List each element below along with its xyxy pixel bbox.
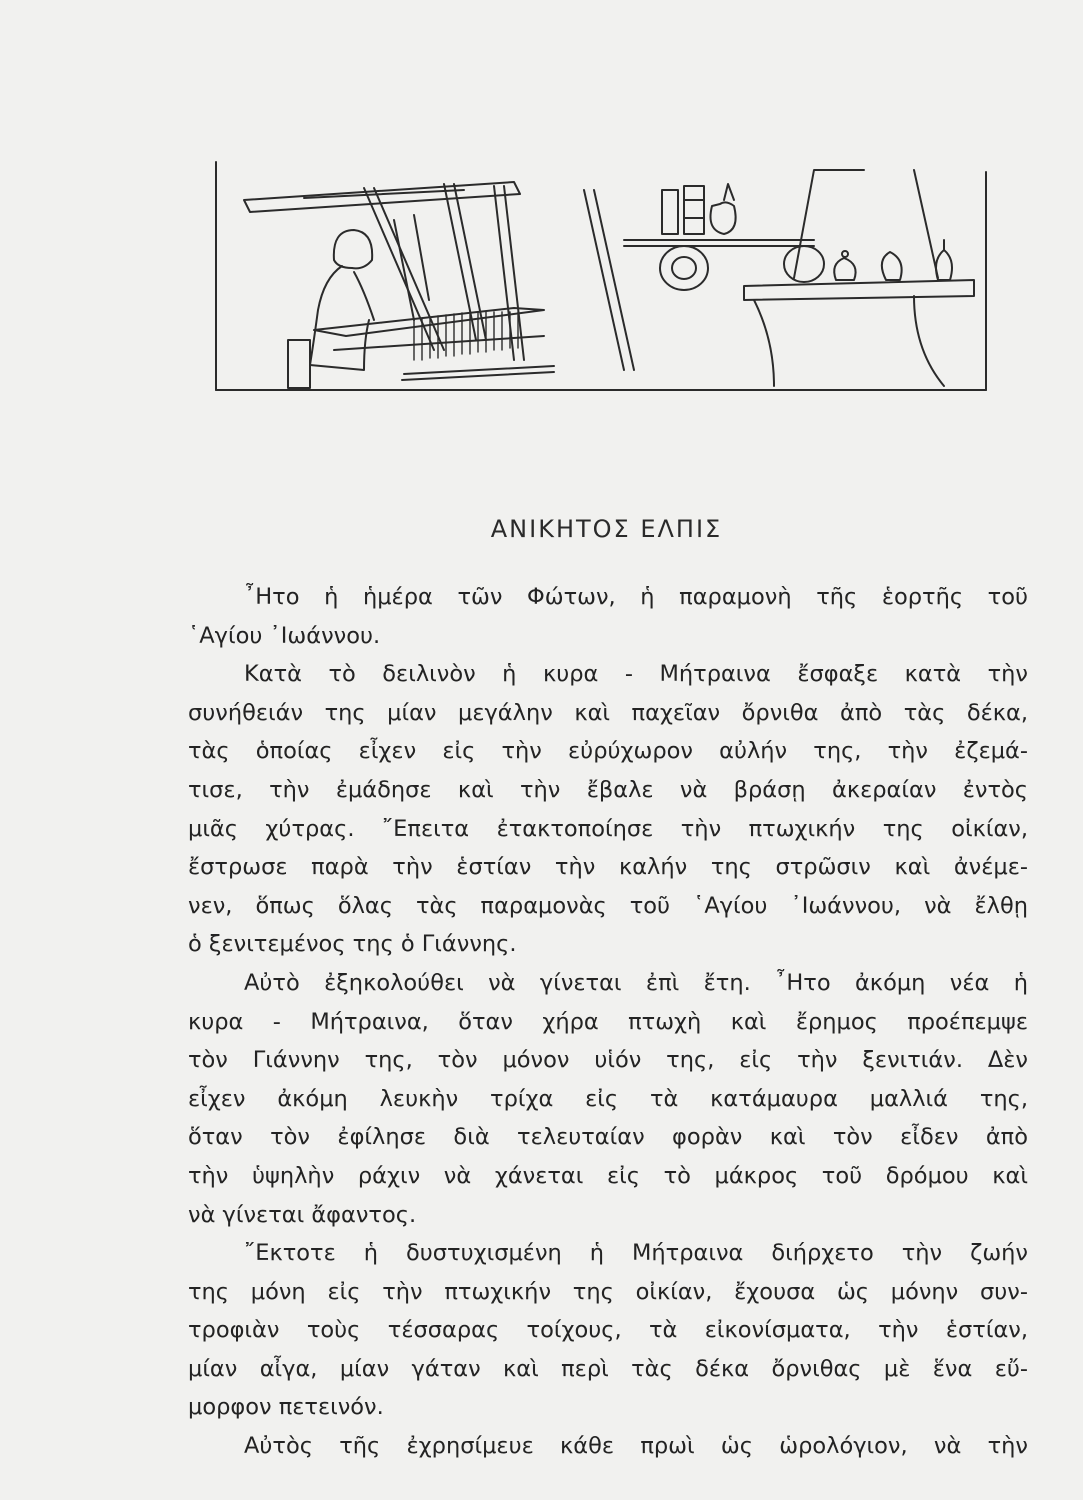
text-line: ὁ ξενιτεμένος της ὁ Γιάννης. (188, 931, 517, 958)
text-line: Κατὰ τὸ δειλινὸν ἡ κυρα - Μήτραινα ἔσφαξε κατὰ τὴν (244, 661, 1028, 688)
text-line: ῾Αγίου ᾿Ιωάννου. (188, 622, 381, 649)
loom-kitchen-illustration (214, 160, 990, 392)
text-line: ῎Εκτοτε ἡ δυστυχισμένη ἡ Μήτραινα διήρχετο τὴν ζωήν (244, 1240, 1028, 1267)
text-line: τροφιὰν τοὺς τέσσαρας τοίχους, τὰ εἰκονίσματα, τὴν ἑστίαν, (188, 1317, 1028, 1344)
text-line: ἔστρωσε παρὰ τὴν ἑστίαν τὴν καλήν της στρῶσιν καὶ ἀνέμε- (188, 854, 1028, 881)
text-line: τὰς ὁποίας εἶχεν εἰς τὴν εὐρύχωρον αὐλήν της, τὴν ἐζεμά- (188, 738, 1028, 765)
text-line: εἶχεν ἀκόμη λευκὴν τρίχα εἰς τὰ κατάμαυρα μαλλιά της, (188, 1085, 1028, 1112)
text-line: ῏Ητο ἡ ἡμέρα τῶν Φώτων, ἡ παραμονὴ τῆς ἑορτῆς τοῦ (244, 584, 1028, 610)
text-line: νεν, ὅπως ὅλας τὰς παραμονὰς τοῦ ῾Αγίου ᾿Ιωάννου, νὰ ἔλθῃ (188, 892, 1028, 919)
text-line: μιᾶς χύτρας. ῎Επειτα ἐτακτοποίησε τὴν πτωχικήν της οἰκίαν, (188, 815, 1028, 842)
chapter-title: ΑΝΙΚΗΤΟΣ ΕΛΠΙΣ (490, 515, 723, 543)
text-line: ὅταν τὸν ἐφίλησε διὰ τελευταίαν φορὰν καὶ τὸν εἶδεν ἀπὸ (188, 1124, 1028, 1151)
text-line: μορφον πετεινόν. (188, 1394, 384, 1421)
text-line: μίαν αἶγα, μίαν γάταν καὶ περὶ τὰς δέκα ὄρνιθας μὲ ἕνα εὔ- (188, 1355, 1028, 1382)
body-text (188, 578, 1028, 1466)
text-line: συνήθειάν της μίαν μεγάλην καὶ παχεῖαν ὄρνιθα ἀπὸ τὰς δέκα, (188, 699, 1028, 726)
text-line: της μόνη εἰς τὴν πτωχικήν της οἰκίαν, ἔχουσα ὡς μόνην συν- (188, 1278, 1028, 1305)
text-line: Αὐτὸς τῆς ἐχρησίμευε κάθε πρωὶ ὡς ὡρολόγιον, νὰ τὴν (244, 1433, 1028, 1460)
text-line: τὸν Γιάννην της, τὸν μόνον υἱόν της, εἰς τὴν ξενιτιάν. Δὲν (188, 1047, 1028, 1074)
text-line: τισε, τὴν ἐμάδησε καὶ τὴν ἔβαλε νὰ βράσῃ ἀκεραίαν ἐντὸς (188, 776, 1028, 803)
text-line: νὰ γίνεται ἄφαντος. (188, 1201, 417, 1228)
text-line: τὴν ὑψηλὴν ράχιν νὰ χάνεται εἰς τὸ μάκρος τοῦ δρόμου καὶ (188, 1162, 1028, 1189)
text-line: κυρα - Μήτραινα, ὅταν χήρα πτωχὴ καὶ ἔρημος προέπεμψε (188, 1008, 1028, 1035)
text-line: Αὐτὸ ἐξηκολούθει νὰ γίνεται ἐπὶ ἔτη. ῏Ητο ἀκόμη νέα ἡ (244, 969, 1028, 996)
